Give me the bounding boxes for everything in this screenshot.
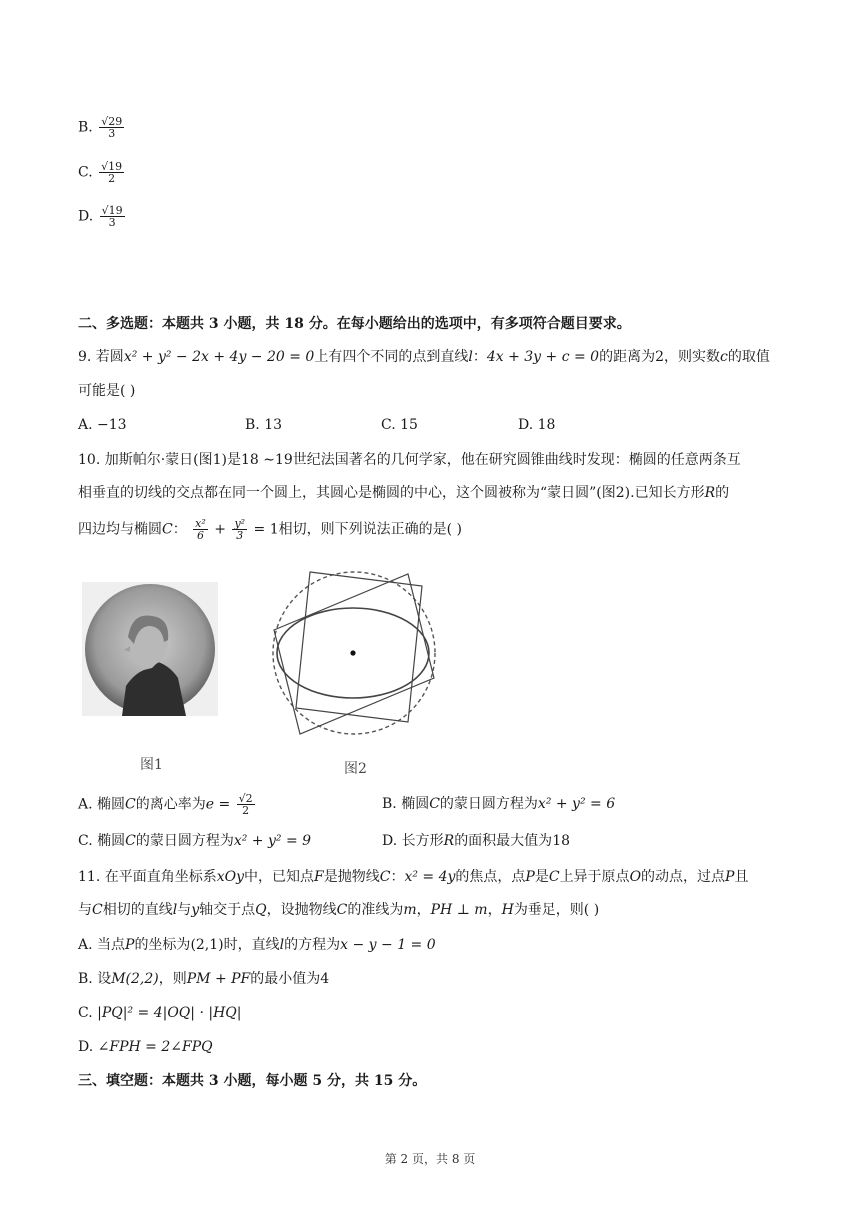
section-heading-multi-choice: 二、多选题：本题共 3 小题，共 18 分。在每小题给出的选项中，有多项符合题目要求。	[78, 316, 631, 332]
q10-stem-line1: 10. 加斯帕尔·蒙日(图1)是18 ∼19世纪法国著名的几何学家，他在研究圆锥曲线时发现：椭圆的任意两条互	[78, 452, 741, 468]
q9-option-c: C. 15	[381, 417, 418, 433]
fraction: $\frac{√29}{3}$	[101, 115, 123, 140]
q11-option-d: D. ∠FPH = 2∠FPQ	[78, 1039, 213, 1055]
q10-option-b: B. 椭圆C的蒙日圆方程为x² + y² = 6	[382, 796, 616, 812]
portrait-image	[82, 582, 218, 716]
figure2-caption: 图2	[344, 761, 367, 777]
section-heading-fill-blank: 三、填空题：本题共 3 小题，每小题 5 分，共 15 分。	[78, 1073, 427, 1089]
fraction: $\frac{√2}{2}$	[238, 792, 253, 817]
q9-option-a: A. −13	[78, 417, 127, 433]
q10-stem-line3: 四边均与椭圆C： $\frac{\text{x²}}{6}$ + $\frac{\text{y²}}{3}$ = 1相切，则下列说法正确的是( )	[78, 517, 462, 542]
choice-b: B. $\frac{√29}{3}$	[78, 115, 123, 140]
figure1-caption: 图1	[140, 757, 163, 773]
fraction: $\frac{√19}{2}$	[101, 160, 123, 185]
q11-option-a: A. 当点P的坐标为(2,1)时，直线l的方程为x − y − 1 = 0	[78, 937, 436, 953]
q9-stem-line2: 可能是( )	[78, 383, 136, 399]
q10-stem-line2: 相垂直的切线的交点都在同一个圆上，其圆心是椭圆的中心，这个圆被称为“蒙日圆”(图2).已知长方形R的	[78, 485, 730, 501]
q10-option-d: D. 长方形R的面积最大值为18	[382, 833, 571, 849]
q11-stem-line1: 11. 在平面直角坐标系xOy中，已知点F是抛物线C：x² = 4y的焦点，点P是C上异于原点O的动点，过点P且	[78, 869, 749, 885]
fraction: $\frac{\text{y²}}{3}$	[234, 517, 246, 542]
page-footer: 第 2 页，共 8 页	[384, 1152, 476, 1166]
q9-stem-line1: 9. 若圆x² + y² − 2x + 4y − 20 = 0上有四个不同的点到直线l：4x + 3y + c = 0的距离为2，则实数c的取值	[78, 349, 770, 365]
fraction: $\frac{\text{x²}}{6}$	[195, 517, 206, 542]
monge-circle-diagram	[262, 560, 447, 738]
q11-stem-line2: 与C相切的直线l与y轴交于点Q，设抛物线C的准线为m，PH ⊥ m，H为垂足，则( )	[78, 902, 600, 918]
q11-option-c: C. |PQ|² = 4|OQ| · |HQ|	[78, 1005, 242, 1021]
choice-c: C. $\frac{√19}{2}$	[78, 160, 123, 185]
q10-option-c: C. 椭圆C的蒙日圆方程为x² + y² = 9	[78, 833, 312, 849]
choice-d: D. $\frac{√19}{3}$	[78, 204, 123, 229]
q9-option-b: B. 13	[245, 417, 283, 433]
q10-option-a: A. 椭圆C的离心率为e = $\frac{√2}{2}$	[78, 792, 253, 817]
q9-option-d: D. 18	[518, 417, 556, 433]
fraction: $\frac{√19}{3}$	[101, 204, 123, 229]
q11-option-b: B. 设M(2,2)，则PM + PF的最小值为4	[78, 971, 330, 987]
